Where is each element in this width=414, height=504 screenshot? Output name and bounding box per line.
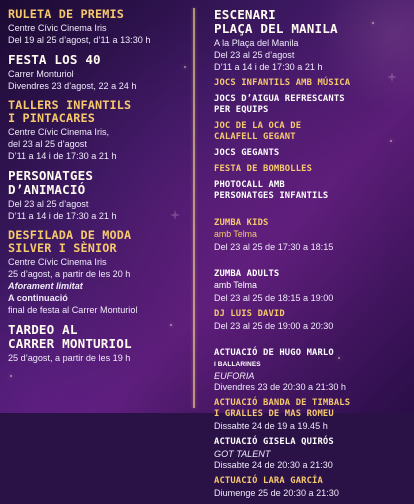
tallers-hours: D’11 a 14 i de 17:30 a 21 h [8,151,117,161]
left-column [8,8,182,371]
ruleta-location: Centre Cívic Cinema Iris [8,23,107,33]
jocs-gegants-section [214,148,406,159]
photocall-title: PHOTOCALL AMB PERSONATGES INFANTILS [214,180,329,201]
zumba-adults-schedule: Del 23 al 25 de 18:15 a 19:00 [214,293,334,303]
dj-schedule: Del 23 al 25 de 19:00 a 20:30 [214,321,334,331]
zumba-kids-host: amb Telma [214,229,257,239]
lara-title: ACTUACIÓ LARA GARCÍA [214,476,323,486]
sparkle-decoration [184,66,186,68]
desfilada-followup-label: A continuació [8,293,68,303]
escenari-title: ESCENARI PLAÇA DEL MANILA [214,7,338,36]
zumba-kids-title: ZUMBA KIDS [214,218,269,228]
joc-oca-section [214,121,406,143]
photocall-section [214,180,406,202]
zumba-kids-heading [214,207,406,241]
desfilada-time: 25 d’agost, a partir de les 20 h [8,269,131,279]
joc-oca-title: JOC DE LA OCA DE CALAFELL GEGANT [214,121,302,142]
gisela-title: ACTUACIÓ GISELA QUIRÓS [214,437,334,447]
tardeo-time: 25 d’agost, a partir de les 19 h [8,353,131,363]
ruleta-title: RULETA DE PREMIS [8,7,125,21]
desfilada-followup-detail: final de festa al Carrer Monturiol [8,305,138,315]
jocs-aigua-title: JOCS D’AIGUA REFRESCANTS PER EQUIPS [214,94,345,115]
timbals-schedule: Dissabte 24 de 19 a 19.45 h [214,421,328,431]
hugo-group: EUFORIA [214,371,255,381]
right-column [214,8,406,504]
zumba-kids-section [214,207,406,253]
personatges-title: PERSONATGES D’ANIMACIÓ [8,168,94,197]
tallers-location: Centre Cívic Cinema Iris, [8,127,110,137]
zumba-adults-title: ZUMBA ADULTS [214,269,280,279]
desfilada-title: DESFILADA DE MODA SILVER I SÈNIOR [8,228,132,255]
zumba-adults-section [214,258,406,304]
column-divider [193,8,195,408]
desfilada-capacity-note: Aforament limitat [8,281,83,291]
desfilada-section [8,229,182,316]
jocs-gegants-title: JOCS GEGANTS [214,148,280,158]
tardeo-title: TARDEO AL CARRER MONTURIOL [8,322,132,351]
tallers-dates: del 23 al 25 d’agost [8,139,87,149]
gisela-show: GOT TALENT [214,449,271,459]
jocs-aigua-section [214,94,406,116]
bombolles-section [214,164,406,175]
timbals-section [214,398,406,432]
personatges-dates: Del 23 al 25 d’agost [8,199,89,209]
hugo-section [214,337,406,393]
tallers-title: TALLERS INFANTILS I PINTACARES [8,98,132,125]
escenari-hours: D’11 a 14 i de 17:30 a 21 h [214,62,323,72]
sparkle-decoration [10,375,12,377]
gisela-schedule: Dissabte 24 de 20:30 a 21:30 [214,460,333,470]
festa40-section [8,53,182,92]
hugo-heading [214,337,406,370]
zumba-adults-heading [214,258,406,292]
jocs-musica-section [214,78,406,89]
personatges-section [8,169,182,222]
escenari-location: A la Plaça del Manila [214,38,299,48]
zumba-kids-schedule: Del 23 al 25 de 17:30 a 18:15 [214,242,334,252]
hugo-title: ACTUACIÓ DE HUGO MARLO [214,348,334,358]
hugo-suffix: I BALLARINES [214,361,261,368]
jocs-musica-title: JOCS INFANTILS AMB MÚSICA [214,78,351,88]
dj-title: DJ LUIS DAVID [214,309,285,319]
escenari-section [214,8,406,73]
tardeo-section [8,323,182,364]
ruleta-section [8,8,182,46]
bombolles-title: FESTA DE BOMBOLLES [214,164,313,174]
personatges-hours: D’11 a 14 i de 17:30 a 21 h [8,211,117,221]
desfilada-location: Centre Cívic Cinema Iris [8,257,107,267]
ruleta-schedule: Del 19 al 25 d’agost, d’11 a 13:30 h [8,35,151,45]
festa40-location: Carrer Monturiol [8,69,74,79]
zumba-adults-host: amb Telma [214,280,257,290]
lara-section [214,476,406,499]
festa40-title: FESTA LOS 40 [8,52,101,67]
tallers-section [8,99,182,162]
lara-schedule: Diumenge 25 de 20:30 a 21:30 [214,488,339,498]
dj-section [214,309,406,332]
hugo-schedule: Divendres 23 de 20:30 a 21:30 h [214,382,346,392]
escenari-dates: Del 23 al 25 d’agost [214,50,295,60]
festa40-schedule: Divendres 23 d’agost, 22 a 24 h [8,81,137,91]
gisela-section [214,437,406,471]
timbals-title: ACTUACIÓ BANDA DE TIMBALS I GRALLES DE MAS ROMEU [214,398,351,419]
